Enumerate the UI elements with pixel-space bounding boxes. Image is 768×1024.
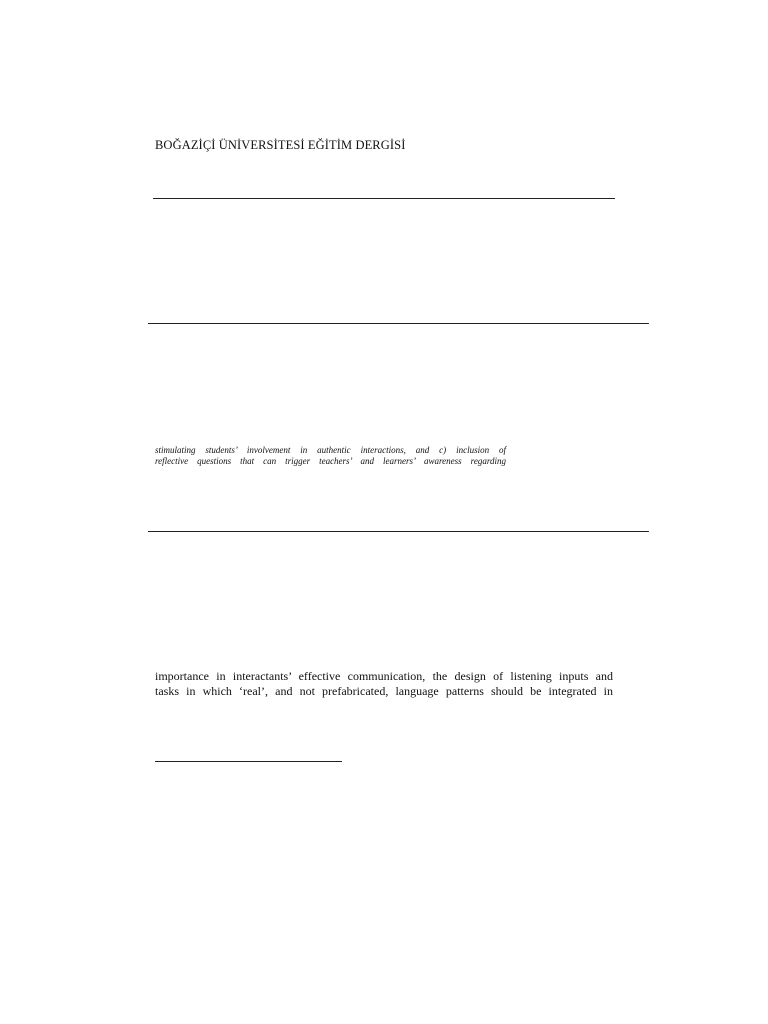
header-divider [153,198,615,199]
footnote-separator [155,761,342,762]
abstract-line: reflective questions that can trigger teachers’ and learners’ awareness regarding [155,456,506,466]
abstract-text [155,445,506,467]
abstract-line: stimulating students’ involvement in authentic interactions, and c) inclusion of [155,445,506,455]
journal-title: BOĞAZİÇİ ÜNİVERSİTESİ EĞİTİM DERGİSİ [155,138,406,152]
section-divider-bottom [148,531,649,532]
body-line: importance in interactants’ effective communication, the design of listening inputs and [155,669,613,683]
body-line: tasks in which ‘real’, and not prefabricated, language patterns should be integrated in [155,684,613,698]
section-divider-top [148,323,649,324]
body-paragraph [155,669,613,699]
